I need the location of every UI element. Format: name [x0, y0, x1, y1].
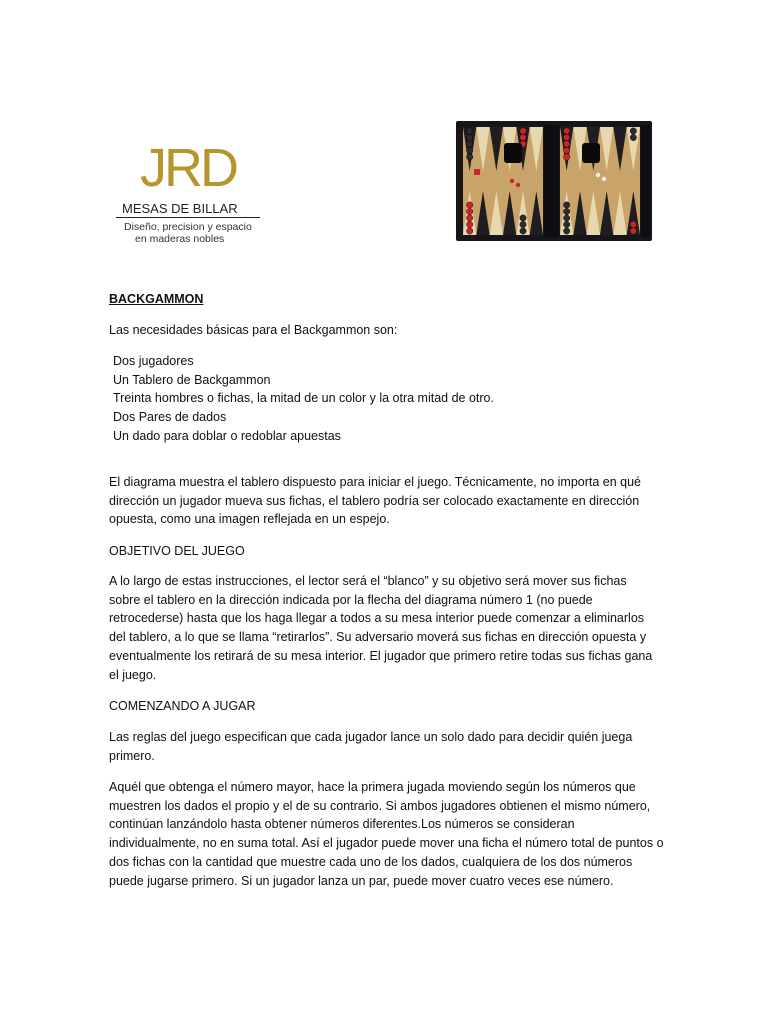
die-red-1 [510, 179, 514, 183]
die-white-1 [596, 173, 600, 177]
list-item: Un Tablero de Backgammon [113, 372, 271, 387]
checker [466, 221, 472, 227]
list-item: Dos jugadores [113, 354, 194, 368]
die-red-2 [516, 183, 520, 187]
checker [466, 141, 472, 147]
checker [563, 208, 569, 214]
checker [466, 215, 472, 221]
logo-initials: JRD [140, 138, 236, 198]
logo-tagline-2: en maderas nobles [135, 233, 225, 245]
checker [466, 208, 472, 214]
backgammon-board-image [456, 121, 652, 241]
dice-cup-left [504, 143, 522, 163]
checker [563, 134, 569, 140]
rules-paragraph: Las reglas del juego especifican que cada jugador lance un solo dado para decidir quién juega primero. [109, 730, 633, 763]
die-white-2 [602, 177, 606, 181]
diagram-paragraph: El diagrama muestra el tablero dispuesto para iniciar el juego. Técnicamente, no importa en qué dirección un jugador mueva sus fichas, el tablero podría ser colocado exactamente en dirección opuesta, como una imagen reflejada en un espejo. [109, 475, 642, 527]
list-item: Dos Pares de dados [113, 410, 227, 425]
logo-tagline-1: Diseño, precision y espacio [124, 221, 252, 233]
board-tray [641, 125, 650, 237]
requirements-list [113, 352, 673, 446]
checker [563, 141, 569, 147]
board-bar [544, 125, 559, 237]
list-item: Un dado para doblar o redoblar apuestas [113, 428, 341, 443]
checker [466, 134, 472, 140]
checker [563, 228, 569, 234]
company-logo [112, 140, 272, 250]
checker [563, 215, 569, 221]
checker [466, 128, 472, 134]
intro-paragraph: Las necesidades básicas para el Backgammon son: [109, 323, 398, 337]
objective-paragraph: A lo largo de estas instrucciones, el lector será el “blanco” y su objetivo será mover sus fichas sobre el tablero en la dirección indicada por la flecha del diagrama número 1 (no puede retrocederse) hasta que los haga llegar a todos a su mesa interior puede comenzar a eliminarlos del tablero, a lo que se llama “retirarlos”. Su adversario moverá sus fichas en dirección opuesta y eventualmente los retirará de su mesa interior. El jugador que primero retire todas sus fichas gana el juego. [109, 574, 653, 682]
title-text: BACKGAMMON [109, 292, 204, 306]
checker [563, 221, 569, 227]
logo-company-name: MESAS DE BILLAR [122, 201, 238, 216]
section-heading-objective: OBJETIVO DEL JUEGO [109, 544, 245, 558]
checker [630, 228, 636, 234]
checker [520, 228, 526, 234]
section-heading-start: COMENZANDO A JUGAR [109, 699, 256, 713]
checker [563, 154, 569, 160]
dice-cup-right [582, 143, 600, 163]
list-item: Treinta hombres o fichas, la mitad de un color y la otra mitad de otro. [113, 391, 494, 406]
checker [630, 128, 636, 134]
checker [563, 202, 569, 208]
doubling-cube [474, 169, 480, 175]
checker [563, 147, 569, 153]
checker [520, 221, 526, 227]
checker [520, 128, 526, 134]
board-right-field [560, 127, 640, 235]
checker [466, 228, 472, 234]
first-move-paragraph: Aquél que obtenga el número mayor, hace la primera jugada moviendo según los números que muestren los dados el propio y el de su contrario. Si ambos jugadores obtienen el mismo número, continúan lanzándolo hasta obtener números diferentes.Los números se consideran individualmente, no en suma total. Así el jugador puede mover una ficha el número total de puntos o dos fichas con la cantidad que muestre cada uno de los dados, cualquiera de los dos números puede jugarse primero. Si un jugador lanza un par, puede mover cuatro veces ese número. [109, 780, 664, 888]
checker [630, 221, 636, 227]
checker [466, 202, 472, 208]
checker [563, 128, 569, 134]
logo-divider [116, 217, 260, 218]
checker [630, 134, 636, 140]
document-title [109, 290, 669, 309]
checker [520, 215, 526, 221]
checker [466, 154, 472, 160]
checker [520, 134, 526, 140]
board-left-field [463, 127, 543, 235]
checker [466, 147, 472, 153]
